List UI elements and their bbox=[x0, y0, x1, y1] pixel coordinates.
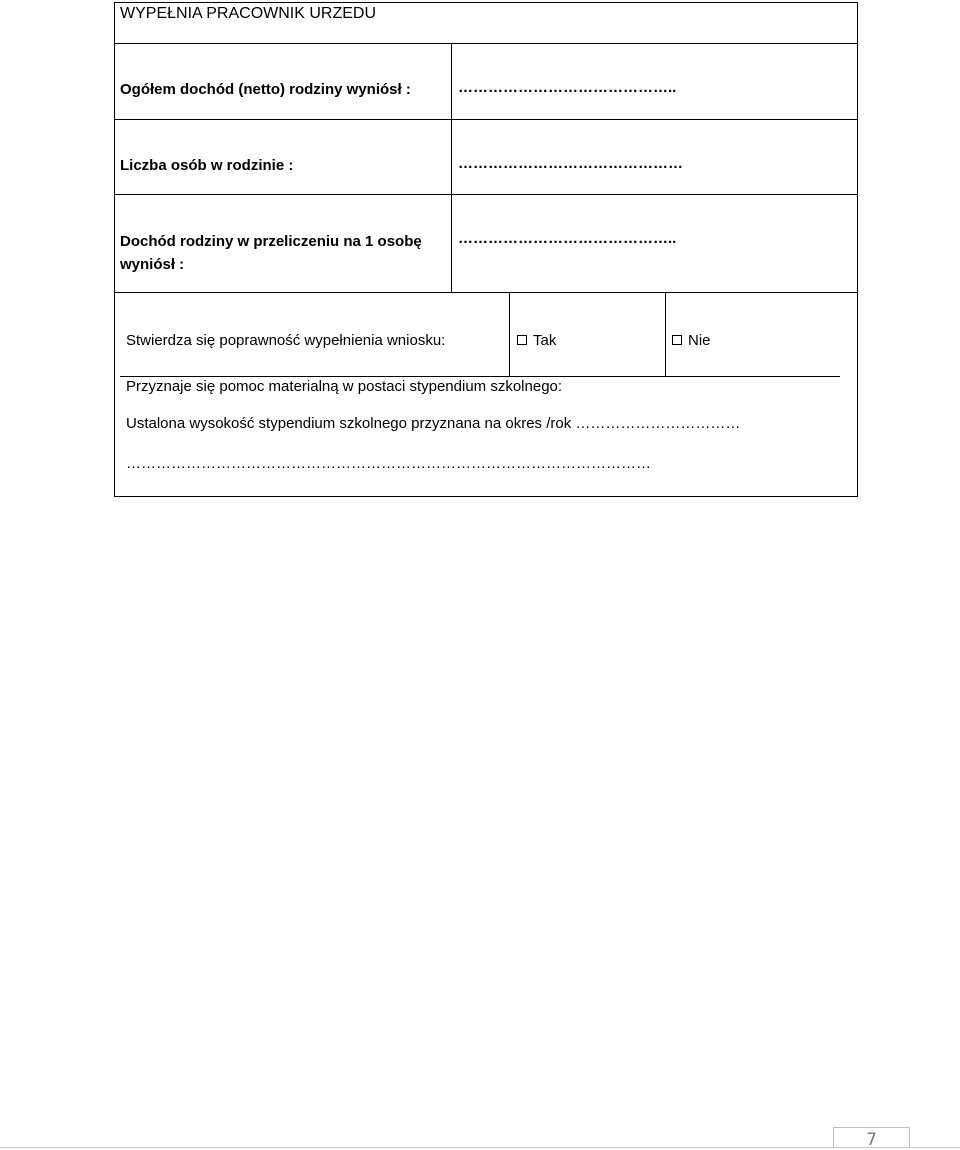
checkbox-no[interactable] bbox=[672, 335, 682, 345]
checkbox-yes[interactable] bbox=[517, 335, 527, 345]
family-size-value[interactable]: ……………………………………… bbox=[458, 155, 683, 172]
verify-divider-2 bbox=[665, 292, 666, 376]
rows-column-divider bbox=[451, 43, 452, 292]
row-divider-1 bbox=[114, 119, 858, 120]
option-no-label: Nie bbox=[688, 332, 711, 349]
verification-label: Stwierdza się poprawność wypełnienia wniosku: bbox=[126, 332, 446, 349]
option-no[interactable] bbox=[672, 332, 711, 349]
verify-bottom-line bbox=[120, 376, 840, 377]
header-divider bbox=[114, 43, 858, 44]
family-size-label: Liczba osób w rodzinie : bbox=[120, 157, 294, 174]
form-header: WYPEŁNIA PRACOWNIK URZEDU bbox=[120, 5, 377, 22]
aid-text: Przyznaje się pomoc materialną w postaci stypendium szkolnego: bbox=[126, 378, 563, 395]
option-yes-label: Tak bbox=[533, 332, 557, 349]
extra-dots-line[interactable]: …………………………………………………………………………………………… bbox=[126, 455, 651, 472]
amount-value[interactable]: …………………………… bbox=[575, 415, 741, 432]
amount-line bbox=[126, 415, 740, 432]
row-divider-3 bbox=[114, 292, 858, 293]
total-income-label: Ogółem dochód (netto) rodziny wyniósł : bbox=[120, 81, 411, 98]
verify-divider-1 bbox=[509, 292, 510, 376]
total-income-value[interactable]: …………………………………….. bbox=[458, 79, 677, 96]
per-person-income-label-2: wyniósł : bbox=[120, 256, 185, 273]
per-person-income-label-1: Dochód rodziny w przeliczeniu na 1 osobę bbox=[120, 233, 422, 250]
page-number-box bbox=[833, 1127, 910, 1148]
option-yes[interactable] bbox=[517, 332, 556, 349]
page-number: 7 bbox=[866, 1130, 877, 1150]
footer-rule bbox=[0, 1147, 960, 1148]
amount-text: Ustalona wysokość stypendium szkolnego przyznana na okres /rok bbox=[126, 415, 572, 432]
row-divider-2 bbox=[114, 194, 858, 195]
per-person-income-value[interactable]: …………………………………….. bbox=[458, 230, 677, 247]
